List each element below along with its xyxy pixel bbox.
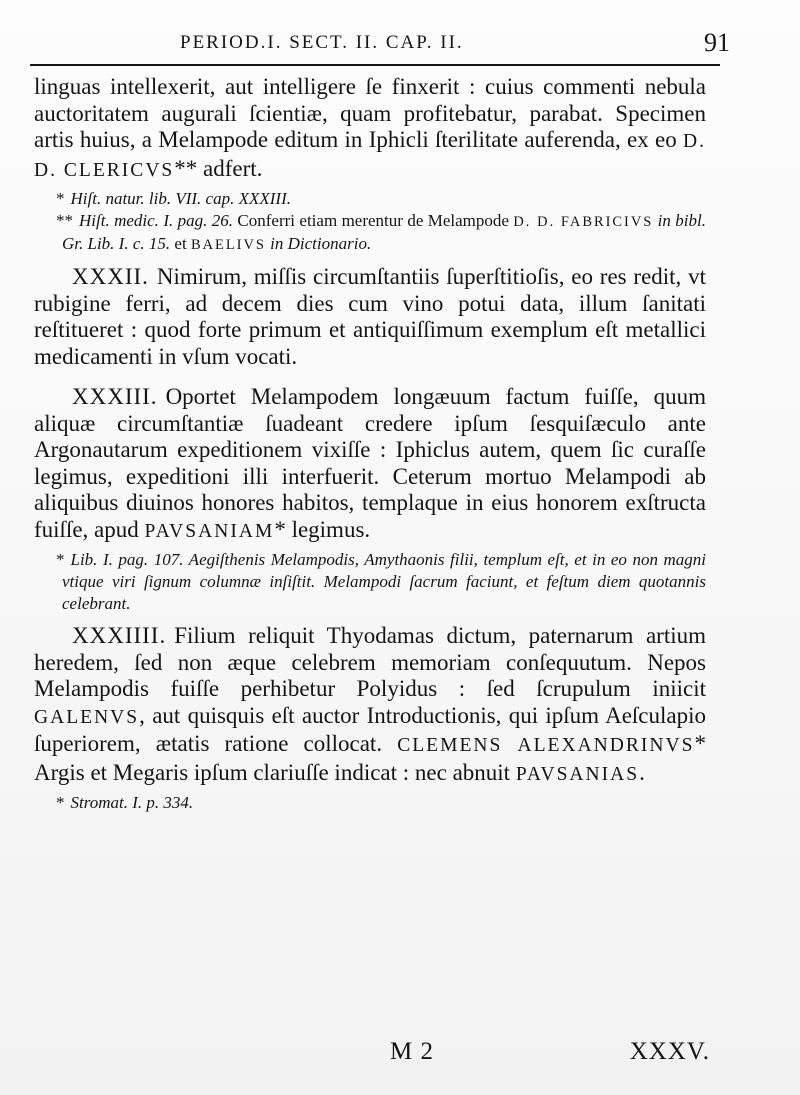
paragraph-text: Nimirum, miſſis circumſtantiis ſuperſtitioſis, eo res redit, vt rubigine ferri, ad decem dies cum vino potui data, illum ſanitati reſtitueret : quod forte primum et antiquiſſimum exemplum eſt metallici medicamenti in vſum vocati.	[34, 264, 706, 369]
paragraph-text: Filium reliquit Thyodamas dictum, paternarum artium heredem, ſed non æque celebrem memoriam conſequutum. Nepos Melampodis fuiſſe perhibetur Polyidus : ſed ſcrupulum iniicit	[34, 623, 706, 701]
section-number: XXXIIII.	[72, 623, 167, 648]
paragraph-text: linguas intellexerit, aut intelligere ſe finxerit : cuius commenti nebula auctoritatem augurali ſcientiæ, quam profitebatur, parabat. Specimen artis huius, a Melampode editum in Iphicli ſterilitate auferenda, ex eo	[34, 74, 706, 152]
paragraph-text-end: ** adfert.	[174, 155, 263, 181]
spacer	[34, 615, 706, 623]
paragraph-text: * Argis et Megaris ipſum clariuſſe indicat : nec abnuit	[34, 731, 706, 785]
paragraph-text-end: * legimus.	[274, 516, 371, 542]
spacer	[34, 370, 706, 384]
author-name: D. D. CLERICVS	[34, 131, 706, 181]
main-text	[34, 74, 706, 814]
author-name: GALENVS	[34, 706, 140, 728]
footnote-text: in Dictionario.	[265, 234, 372, 253]
page-number: 91	[704, 28, 730, 57]
footnote-text: in bibl. Gr. Lib. I. c. 15.	[62, 211, 706, 253]
author-name: CLEMENS ALEXANDRINVS	[397, 735, 695, 756]
footnote-text: Conferri etiam merentur de Melampode	[233, 211, 514, 230]
paragraph-text: , aut quisquis eſt auctor Introductionis, qui ipſum Aeſculapio ſuperiorem, ætatis ratione collocat.	[34, 702, 706, 756]
author-name: D. D. FABRICIVS	[513, 214, 654, 230]
footnote	[34, 188, 706, 210]
author-name: BAELIVS	[190, 237, 266, 253]
paragraph-32	[34, 264, 706, 370]
footnotes	[34, 188, 706, 256]
footnote	[34, 792, 706, 814]
footnote-mark: **	[56, 211, 73, 230]
paragraph-34	[34, 623, 706, 788]
paragraph-text-end: .	[639, 759, 645, 785]
footnote-text: Lib. I. pag. 107. Aegiſthenis Melampodis, Amythaonis filii, templum eſt, et in eo non magni vtique viri ſignum columnæ inſiſtit. Melampodi ſacrum faciunt, et feſtum diem quotannis celebrant.	[62, 550, 706, 613]
section-number: XXXIII.	[72, 384, 158, 409]
footnote-mark: *	[56, 550, 65, 569]
header-rule	[30, 64, 720, 66]
footnote	[34, 210, 706, 256]
paragraph-33	[34, 384, 706, 545]
paragraph-continuation	[34, 74, 706, 184]
footnote-text: Stromat. I. p. 334.	[70, 793, 194, 812]
catchword: XXXV.	[629, 1038, 710, 1065]
page-footer	[30, 1038, 710, 1072]
footnote-mark: *	[56, 793, 65, 812]
paragraph-text: Oportet Melampodem longæuum factum fuiſſe, quum aliquæ circumſtantiæ ſuadeant credere ipſum ſesquiſæculo ante Argonautarum expeditionem vixiſſe : Iphiclus autem, quem ſic curaſſe legimus, expeditioni illi interfuerit. Ceterum mortuo Melampodi ab aliquibus diuinos honores habitos, templaque in eius honorem exſtructa fuiſſe, apud	[34, 384, 706, 542]
footnote-text: et	[170, 234, 191, 253]
running-head	[30, 22, 730, 62]
spacer	[34, 256, 706, 264]
author-name: PAVSANIAS	[515, 763, 640, 785]
running-head-title: PERIOD.I. SECT. II. CAP. II.	[180, 32, 464, 53]
footnotes	[34, 792, 706, 814]
footnote-mark: *	[56, 189, 65, 208]
author-name: PAVSANIAM	[144, 520, 275, 542]
section-number: XXXII.	[72, 264, 149, 289]
footnote-text: Hiſt. natur. lib. VII. cap. XXXIII.	[70, 189, 291, 208]
signature-mark: M 2	[390, 1038, 434, 1065]
footnote	[34, 549, 706, 615]
footnotes	[34, 549, 706, 615]
footnote-text: Hiſt. medic. I. pag. 26.	[79, 211, 234, 230]
